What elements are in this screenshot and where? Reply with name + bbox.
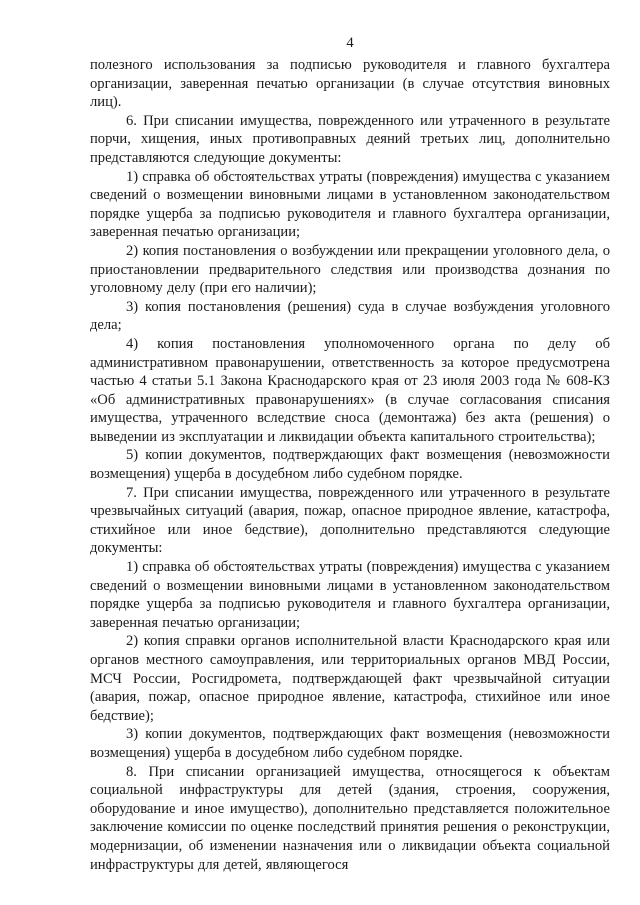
paragraph: 5) копии документов, подтверждающих факт возмещения (невозможности возмещения) ущерба в досудебном либо судебном порядке.	[90, 447, 610, 483]
paragraph: 1) справка об обстоятельствах утраты (повреждения) имущества с указанием сведений о возмещении виновными лицами в установленном законодательством порядке ущерба за подписью руководителя и главного бухгалтера организации, заверенная печатью организации;	[90, 168, 610, 241]
paragraph: 6. При списании имущества, поврежденного или утраченного в результате порчи, хищения, иных противоправных деяний третьих лиц, дополнительно представляются следующие документы:	[90, 112, 610, 166]
page-number: 4	[346, 35, 354, 51]
paragraph: 2) копия постановления о возбуждении или прекращении уголовного дела, о приостановлении предварительного следствия или производства дознания по уголовному делу (при его наличии);	[90, 242, 610, 297]
paragraph: 2) копия справки органов исполнительной власти Краснодарского края или органов местного самоуправления, или территориальных органов МВД России, МСЧ России, Росгидромета, подтверждающей факт чрезвычайной ситуации (авария, пожар, опасное природное явление, катастрофа, стихийное или иное бедствие);	[90, 633, 610, 724]
paragraph: 4) копия постановления уполномоченного органа по делу об административном правонарушении, ответственность за которое предусмотрена частью 4 статьи 5.1 Закона Краснодарского края от 23 июля 2003 года № 608-КЗ «Об административных правонарушениях» (в случае согласования списания имущества, утраченного вследствие сноса (демонтажа) без акта (решения) о выведении из эксплуатации и ликвидации объекта капитального строительства);	[90, 335, 610, 445]
paragraph: 1) справка об обстоятельствах утраты (повреждения) имущества с указанием сведений о возмещении виновными лицами в установленном законодательством порядке ущерба за подписью руководителя и главного бухгалтера организации, заверенная печатью организации;	[90, 559, 610, 631]
paragraph: 3) копия постановления (решения) суда в случае возбуждения уголовного дела;	[90, 298, 610, 334]
paragraph: полезного использования за подписью руководителя и главного бухгалтера организации, заверенная печатью организации (в случае отсутствия виновных лиц).	[90, 57, 610, 111]
document-body	[90, 56, 610, 874]
document-page	[90, 0, 610, 874]
paragraph: 7. При списании имущества, поврежденного или утраченного в результате чрезвычайных ситуаций (авария, пожар, опасное природное явление, катастрофа, стихийное или иное бедствие), дополнительно представляются следующие документы:	[90, 484, 610, 557]
paragraph: 8. При списании организацией имущества, относящегося к объектам социальной инфраструктуры для детей (здания, строения, сооружения, оборудование и иное имущество), дополнительно представляется положительное заключение комиссии по оценке последствий принятия решения о реконструкции, модернизации, об изменении назначения или о ликвидации объекта социальной инфраструктуры для детей, являющегося	[90, 763, 610, 873]
paragraph: 3) копии документов, подтверждающих факт возмещения (невозможности возмещения) ущерба в досудебном либо судебном порядке.	[90, 726, 610, 761]
